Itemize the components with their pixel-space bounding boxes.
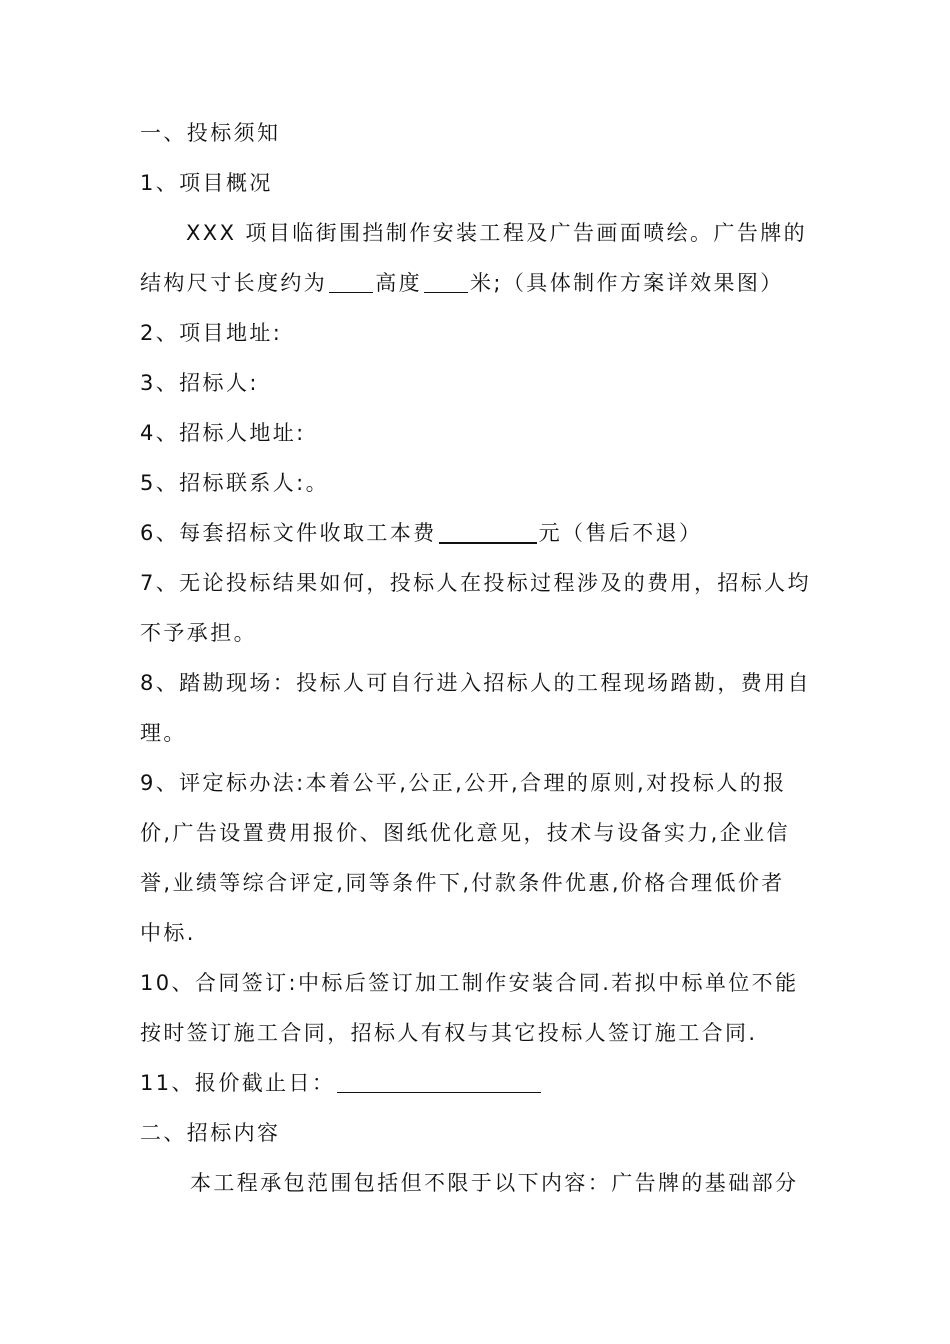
fee-blank	[439, 508, 537, 544]
item-9-line-1: 9、评定标办法:本着公平,公正,公开,合理的原则,对投标人的报	[140, 771, 787, 795]
item-2: 2、项目地址:	[140, 321, 283, 345]
item-6	[140, 508, 820, 558]
section-2-title: 二、招标内容	[140, 1121, 281, 1145]
item-9-line-2: 价,广告设置费用报价、图纸优化意见，技术与设备实力,企业信	[140, 821, 790, 845]
item-6-fee-label: 6、每套招标文件收取工本费	[140, 521, 437, 545]
height-blank	[424, 258, 468, 293]
item-1-meter-label: 米;（具体制作方案详效果图）	[470, 271, 784, 295]
item-7-line-2: 不予承担。	[140, 621, 257, 645]
item-10-line-2: 按时签订施工合同，招标人有权与其它投标人签订施工合同.	[140, 1021, 758, 1045]
item-9-line-3: 誉,业绩等综合评定,同等条件下,付款条件优惠,价格合理低价者	[140, 871, 785, 895]
item-4: 4、招标人地址:	[140, 421, 306, 445]
item-8-line-2: 理。	[140, 721, 187, 745]
item-10-line-1: 10、合同签订:中标后签订加工制作安装合同.若拟中标单位不能	[140, 971, 799, 995]
item-8-line-1: 8、踏勘现场：投标人可自行进入招标人的工程现场踏勘，费用自	[140, 671, 811, 695]
item-11	[140, 1058, 820, 1108]
deadline-blank	[337, 1058, 541, 1093]
item-9-line-4: 中标.	[140, 921, 196, 945]
item-5: 5、招标联系人:。	[140, 471, 330, 495]
item-1-text-line-2	[140, 258, 820, 308]
item-1-height-label: 高度	[375, 271, 423, 295]
item-7-line-1: 7、无论投标结果如何，投标人在投标过程涉及的费用，招标人均	[140, 571, 811, 595]
item-3: 3、招标人:	[140, 371, 259, 395]
length-blank	[329, 258, 373, 293]
item-1-text-line-1: XXX 项目临街围挡制作安装工程及广告画面喷绘。广告牌的	[186, 221, 808, 245]
item-6-yuan-label: 元（售后不退）	[538, 521, 703, 545]
section-1-title: 一、投标须知	[140, 121, 281, 145]
section-2-text-line-1: 本工程承包范围包括但不限于以下内容：广告牌的基础部分	[190, 1171, 799, 1195]
item-11-deadline-label: 11、报价截止日：	[140, 1071, 336, 1095]
item-1-length-label: 结构尺寸长度约为	[140, 271, 328, 295]
item-1-title: 1、项目概况	[140, 171, 273, 195]
